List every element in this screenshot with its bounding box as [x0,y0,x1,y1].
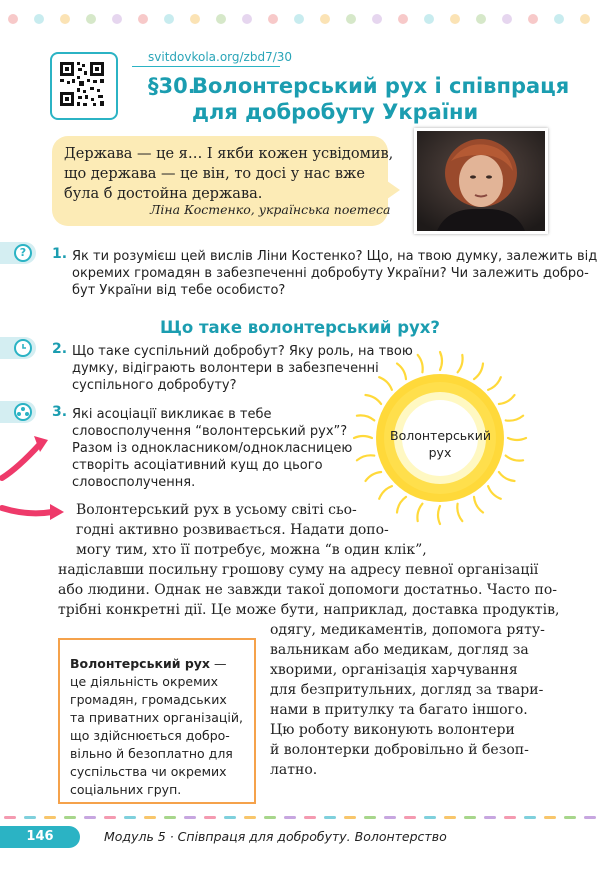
body-line: могу тим, хто її потребує, можна “в один клік”, [76,542,427,558]
decor-dash [344,816,356,819]
decor-dot [268,14,278,24]
definition-dash: — [210,656,227,671]
decor-dash [104,816,116,819]
decor-dot [372,14,382,24]
body-line: Цю роботу виконують волонтери [270,722,515,738]
question-text: Разом із однокласником/однокласницею [72,441,353,456]
definition-line: та приватних організацій, [70,710,243,725]
sun-ray [440,352,442,370]
sun-ray [499,395,515,404]
definition-line: що здійснюється добро- [70,728,230,743]
definition-line: соціальних груп. [70,782,182,797]
decor-dash [304,816,316,819]
body-line: надіславши посильну грошову суму на адресу певної організації [58,562,539,578]
question-text: Як ти розумієш цей вислів Ліни Костенко? Що, на твою думку, залежить від [72,249,598,264]
body-line: для безпритульних, догляд за твари- [270,682,544,698]
sun-ray [417,504,422,521]
sun-ray [354,436,372,438]
sun-ray [457,504,462,521]
clock-icon [14,339,32,357]
sun-ray [418,355,423,372]
question-text: бут України від тебе особисто? [72,283,286,298]
decor-dot [86,14,96,24]
decor-dash [44,816,56,819]
question-text: створіть асоціативний кущ до цього [72,458,323,473]
question-icon-tab [0,337,36,359]
portrait-photo [414,128,548,234]
qr-code[interactable] [50,52,118,120]
decor-dash [364,816,376,819]
decor-dot [242,14,252,24]
decor-dot [138,14,148,24]
question-text: Які асоціації викликає в тебе [72,407,272,422]
decor-dot [554,14,564,24]
decor-dash [24,816,36,819]
decor-dash [124,816,136,819]
sun-ray [357,415,374,420]
decor-dot [528,14,538,24]
decor-dot [580,14,590,24]
decor-dot [60,14,70,24]
decor-dot [398,14,408,24]
qr-code-icon [52,54,112,114]
decor-dash [444,816,456,819]
decor-dash [4,816,16,819]
body-line: годні активно розвивається. Надати допо- [76,522,389,538]
decor-dash [244,816,256,819]
body-line: Волонтерський рух в усьому світі сьо- [76,502,357,518]
sun-ray [488,486,501,499]
quote-line: що держава — це він, то досі у нас вже [64,166,365,182]
sun-ray [458,355,463,372]
sun-ray [379,377,392,390]
body-line: або людини. Однак не завжди такої допомоги достатньо. Часто по- [58,582,558,598]
decor-dot [424,14,434,24]
sun-ray [366,395,382,404]
decor-dash [544,816,556,819]
sun-ray [379,486,392,499]
arrows-decoration [0,428,72,524]
question-icon-tab [0,401,36,423]
body-line: вальникам або медикам, догляд за [270,642,529,658]
question-text: Що таке суспільний добробут? Яку роль, на твою [72,344,413,359]
question-text: окремих громадян в забезпеченні добробуту України? Чи залежить добро- [72,266,589,281]
decor-dash [524,816,536,819]
definition-line: суспільства чи окремих [70,764,227,779]
decor-dot [294,14,304,24]
decor-dash [404,816,416,819]
body-line: трібні конкретні дії. Це може бути, наприклад, доставка продуктів, [58,602,560,618]
decor-dash [84,816,96,819]
sun-ray [366,472,382,481]
decor-dash [284,816,296,819]
sun-ray [357,455,374,460]
sun-ray [438,506,440,524]
decor-dash [184,816,196,819]
decor-dot [34,14,44,24]
section-number: §30. [148,74,196,98]
question-number: 2. [52,341,68,357]
quote-line: Держава — це я… І якби кожен усвідомив, [64,146,394,162]
decor-dot [164,14,174,24]
decor-dash [164,816,176,819]
decor-dot [346,14,356,24]
sun-ray [474,364,483,380]
decor-dot [450,14,460,24]
footer-text: Модуль 5 · Співпраця для добробуту. Волонтерство [104,829,447,844]
group-icon [14,403,32,421]
decor-dash [324,816,336,819]
quote-bubble-tail [380,176,400,204]
definition-line: громадян, громадських [70,692,227,707]
qr-link[interactable]: svitdovkola.org/zbd7/30 [148,50,293,64]
sun-ray [508,438,526,440]
sun-ray [397,364,406,380]
definition-line: вільно й безоплатно для [70,746,233,761]
body-line: й волонтерки добровільно й безоп- [270,742,529,758]
question-text: думку, відіграють волонтери в забезпеченні [72,361,379,376]
header-divider [132,66,280,67]
definition-box [58,638,256,804]
question-bubble-icon: ? [14,244,32,262]
question-text: словосполучення “волонтерський рух”? [72,424,348,439]
sun-ray [397,497,406,513]
sun-ray [474,497,483,513]
decor-dash [384,816,396,819]
sun-label-line2: рух [428,445,452,460]
sun-ray [499,472,515,481]
subheading: Що таке волонтерський рух? [159,318,440,337]
definition-term: Волонтерський рух [70,656,210,671]
decor-dash [564,816,576,819]
body-line: нами в притулку та багато іншого. [270,702,528,718]
decor-dash [224,816,236,819]
decor-dot [190,14,200,24]
decor-dash [584,816,596,819]
sun-ray [488,377,501,390]
section-title-line2: для добробуту України [192,100,479,124]
decor-dot [476,14,486,24]
quote-line: була б достойна держава. [64,186,263,202]
decor-dot [320,14,330,24]
definition-line: це діяльність окремих [70,674,219,689]
body-line: хворими, організація харчування [270,662,518,678]
sun-label-line1: Волонтерський [390,428,491,443]
decor-dot [8,14,18,24]
decor-dot [112,14,122,24]
body-line: латно. [270,762,318,778]
question-number: 1. [52,246,68,262]
question-text: суспільного добробуту? [72,378,237,393]
decor-dot [216,14,226,24]
footer-dashes-decoration [0,812,600,824]
decor-dash [484,816,496,819]
question-icon-tab [0,242,36,264]
decor-dash [464,816,476,819]
decor-dash [144,816,156,819]
sun-ray [506,456,523,461]
quote-author: Ліна Костенко, українська поетеса [150,202,391,217]
section-title-line1: Волонтерський рух і співпраця [192,74,570,98]
decor-dash [264,816,276,819]
decor-dash [204,816,216,819]
question-number: 3. [52,404,68,420]
decor-dash [424,816,436,819]
page-number: 146 [0,826,80,848]
question-text: словосполучення. [72,475,196,490]
decor-dash [504,816,516,819]
sun-ray [506,416,523,421]
decor-dot [502,14,512,24]
decor-dash [64,816,76,819]
body-line: одягу, медикаментів, допомога ряту- [270,622,545,638]
